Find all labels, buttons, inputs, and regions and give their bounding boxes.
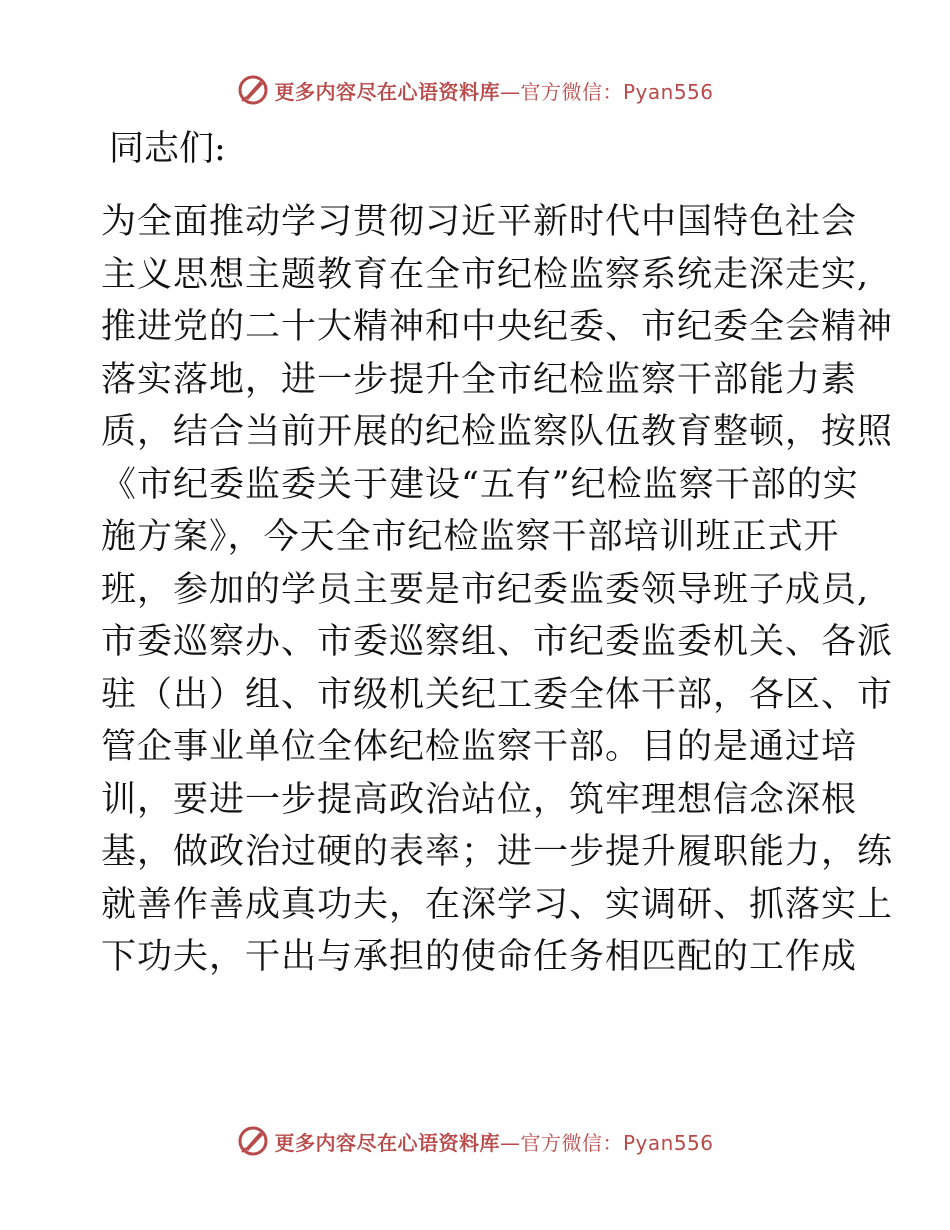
greeting-line: 同志们: xyxy=(109,129,226,169)
body-line: 《市纪委监委关于建设“五有”纪检监察干部的实 xyxy=(101,464,859,505)
body-line: 下功夫，干出与承担的使命任务相匹配的工作成 xyxy=(101,937,858,977)
body-line: 推进党的二十大精神和中央纪委、市纪委全会精神 xyxy=(101,307,894,347)
body-line: 为全面推动学习贯彻习近平新时代中国特色社会 xyxy=(101,202,858,242)
watermark-account: Pyan556 xyxy=(622,1130,714,1155)
watermark-highlight: 更多内容尽在心语资料库 xyxy=(274,1130,500,1155)
body-line: 班，参加的学员主要是市纪委监委领导班子成员, xyxy=(101,569,870,610)
body-line: 就善作善成真功夫，在深学习、实调研、抓落实上 xyxy=(101,884,894,925)
body-line: 管企事业单位全体纪检监察干部。目的是通过培 xyxy=(101,727,858,767)
watermark-text xyxy=(274,1127,713,1156)
body-line: 落实落地，进一步提升全市纪检监察干部能力素 xyxy=(101,359,858,400)
watermark-footer xyxy=(0,1121,950,1161)
watermark-account: Pyan556 xyxy=(622,79,714,104)
body-line: 施方案》，今天全市纪检监察干部培训班正式开 xyxy=(101,517,840,557)
document-body xyxy=(101,124,894,984)
watermark-rest: —官方微信： xyxy=(499,79,623,104)
body-line: 主义思想主题教育在全市纪检监察系统走深走实, xyxy=(101,254,870,295)
body-line: 训，要进一步提高政治站位，筑牢理想信念深根 xyxy=(101,779,858,820)
watermark-rest: —官方微信： xyxy=(499,1130,623,1155)
body-line: 市委巡察办、市委巡察组、市纪委监委机关、各派 xyxy=(101,622,894,662)
watermark-header xyxy=(0,70,950,110)
body-line: 质，结合当前开展的纪检监察队伍教育整顿，按照 xyxy=(101,412,894,452)
body-line: 基，做政治过硬的表率；进一步提升履职能力，练 xyxy=(101,832,894,872)
watermark-text xyxy=(274,76,713,105)
watermark-highlight: 更多内容尽在心语资料库 xyxy=(274,79,500,104)
quill-logo-icon xyxy=(236,1124,270,1158)
body-paragraph xyxy=(101,196,894,984)
body-line: 驻（出）组、市级机关纪工委全体干部，各区、市 xyxy=(101,674,894,715)
quill-logo-icon xyxy=(236,73,270,107)
